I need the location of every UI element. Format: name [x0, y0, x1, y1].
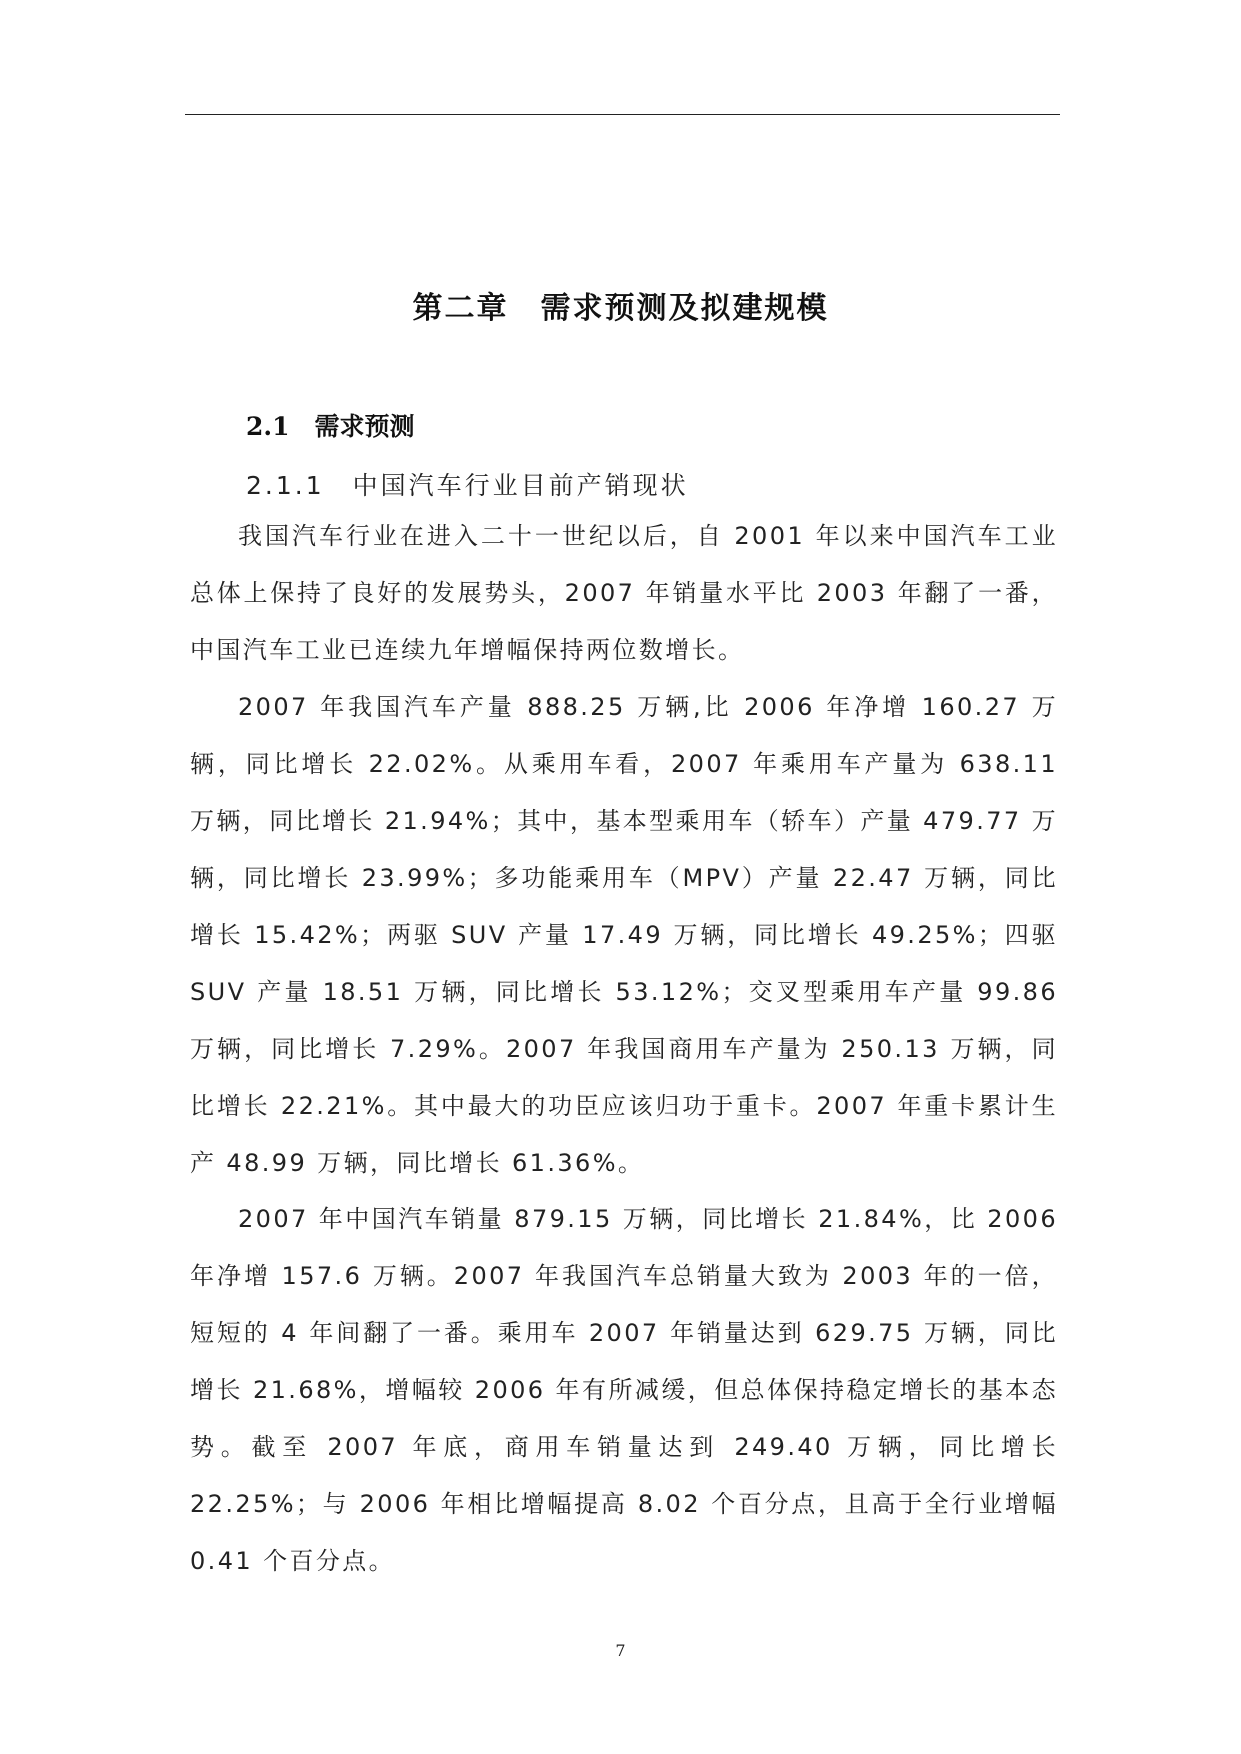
subsection-heading: 2.1.1 中国汽车行业目前产销现状 [246, 471, 689, 500]
page-number: 7 [615, 1641, 626, 1660]
paragraph-production-2007: 2007 年我国汽车产量 888.25 万辆,比 2006 年净增 160.27 万辆，同比增长 22.02%。从乘用车看，2007 年乘用车产量为 638.11 万辆，同比增长 21.94%；其中，基本型乘用车（轿车）产量 479.77 万辆，同比增长 23.99%；多功能乘用车（MPV）产量 22.47 万辆，同比增长 15.42%；两驱 SUV 产量 17.49 万辆，同比增长 49.25%；四驱 SUV 产量 18.51 万辆，同比增长 53.12%；交叉型乘用车产量 99.86 万辆，同比增长 7.29%。2007 年我国商用车产量为 250.13 万辆，同比增长 22.21%。其中最大的功臣应该归功于重卡。2007 年重卡累计生产 48.99 万辆，同比增长 61.36%。 [190, 693, 1058, 1177]
paragraph-sales-2007: 2007 年中国汽车销量 879.15 万辆，同比增长 21.84%，比 2006 年净增 157.6 万辆。2007 年我国汽车总销量大致为 2003 年的一倍，短短的 4 年间翻了一番。乘用车 2007 年销量达到 629.75 万辆，同比增长 21.68%，增幅较 2006 年有所减缓，但总体保持稳定增长的基本态势。截至 2007 年底，商用车销量达到 249.40 万辆，同比增长 22.25%；与 2006 年相比增幅提高 8.02 个百分点，且高于全行业增幅 0.41 个百分点。 [190, 1205, 1058, 1575]
header-rule [185, 114, 1060, 115]
section-heading: 2.1 需求预测 [246, 412, 415, 441]
paragraph-industry-overview: 我国汽车行业在进入二十一世纪以后，自 2001 年以来中国汽车工业总体上保持了良好的发展势头，2007 年销量水平比 2003 年翻了一番，中国汽车工业已连续九年增幅保持两位数增长。 [190, 522, 1058, 664]
chapter-title: 第二章 需求预测及拟建规模 [412, 291, 829, 326]
